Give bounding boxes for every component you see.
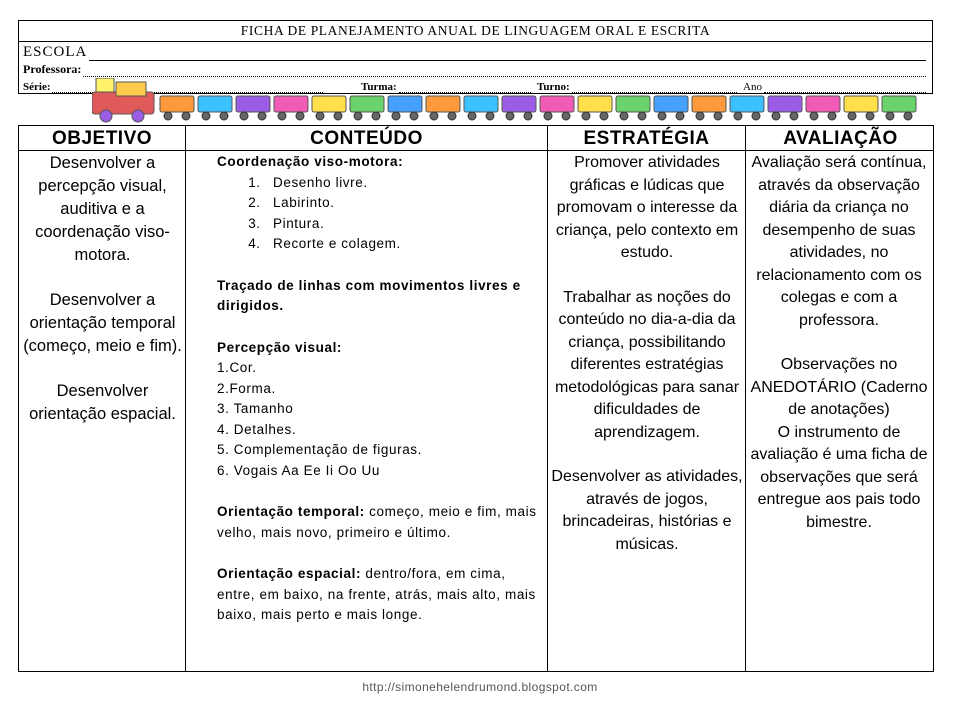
objetivo-item: Desenvolver a percepção visual, auditiva e a coordenação viso-motora. xyxy=(35,154,170,264)
train-cars xyxy=(160,96,916,120)
train-car-icon xyxy=(692,96,726,120)
train-car-icon xyxy=(768,96,802,120)
header-conteudo: CONTEÚDO xyxy=(310,128,423,149)
serie-label: Série: xyxy=(23,81,51,93)
train-engine-icon xyxy=(92,78,154,122)
list-item: 3. Tamanho xyxy=(217,401,294,416)
estrategia-cell xyxy=(549,152,745,578)
coordenacao-list xyxy=(217,173,537,255)
estrategia-item: Trabalhar as noções do conteúdo no dia-a-dia da criança, possibilitando diferentes estratégias metodológicas para sanar dificuldades de aprendizagem. xyxy=(554,288,740,441)
train-car-icon xyxy=(160,96,194,120)
estrategia-item: Promover atividades gráficas e lúdicas que promovam o interesse da criança, pelo contexto em estudo. xyxy=(555,154,739,261)
header-avaliacao: AVALIAÇÃO xyxy=(783,128,898,149)
espacial-heading: Orientação espacial: xyxy=(217,566,362,581)
train-car-icon xyxy=(844,96,878,120)
header-objetivo: OBJETIVO xyxy=(51,128,153,149)
list-item: 2.Forma. xyxy=(217,380,276,396)
percepcao-heading: Percepção visual: xyxy=(217,339,343,355)
train-car-icon xyxy=(464,96,498,120)
escola-line xyxy=(23,43,926,61)
train-car-icon xyxy=(806,96,840,120)
train-car-icon xyxy=(198,96,232,120)
train-car-icon xyxy=(654,96,688,120)
train-car-icon xyxy=(388,96,422,120)
temporal-heading: Orientação temporal: xyxy=(217,504,365,519)
professora-field[interactable] xyxy=(83,66,926,77)
train-car-icon xyxy=(578,96,612,120)
list-item: 1. Desenho livre. xyxy=(265,173,537,194)
list-item: 3. Pintura. xyxy=(265,214,537,235)
list-item: 2. Labirinto. xyxy=(265,193,537,214)
train-decoration xyxy=(92,78,932,124)
ano-label: Ano xyxy=(743,81,762,93)
list-item: 4. Recorte e colagem. xyxy=(265,234,537,255)
objetivo-cell xyxy=(19,152,186,448)
train-car-icon xyxy=(616,96,650,120)
train-car-icon xyxy=(350,96,384,120)
coordenacao-heading: Coordenação viso-motora: xyxy=(217,154,404,169)
avaliacao-cell xyxy=(745,152,933,534)
avaliacao-item: O instrumento de avaliação é uma ficha de observações que será entregue aos pais todo bimestre. xyxy=(750,423,928,531)
train-car-icon xyxy=(882,96,916,120)
page-title: FICHA DE PLANEJAMENTO ANUAL DE LINGUAGEM ORAL E ESCRITA xyxy=(19,21,932,42)
objetivo-item: Desenvolver orientação espacial. xyxy=(29,382,176,423)
train-car-icon xyxy=(730,96,764,120)
objetivo-item: Desenvolver a orientação temporal (começo, meio e fim). xyxy=(23,291,182,355)
turno-label: Turno: xyxy=(537,81,570,93)
tracado-heading: Traçado de linhas com movimentos livres e dirigidos. xyxy=(217,277,521,313)
train-car-icon xyxy=(426,96,460,120)
train-car-icon xyxy=(312,96,346,120)
conteudo-cell xyxy=(217,152,537,626)
escola-label: ESCOLA xyxy=(23,44,88,60)
planning-table xyxy=(18,125,934,672)
escola-field[interactable] xyxy=(89,48,926,61)
avaliacao-item: Observações no ANEDOTÁRIO (Caderno de anotações) xyxy=(750,356,928,418)
list-item: 1.Cor. xyxy=(217,360,257,375)
espacial-paragraph xyxy=(217,564,537,626)
list-item: 6. Vogais Aa Ee Ii Oo Uu xyxy=(217,462,380,478)
train-car-icon xyxy=(540,96,574,120)
avaliacao-item: Avaliação será contínua, através da observação diária da criança no desempenho de suas atividades, no relacionamento com os colegas e com a professora. xyxy=(751,154,927,329)
train-car-icon xyxy=(274,96,308,120)
espacial-text: dentro/fora, em cima, entre, em baixo, na frente, atrás, mais alto, mais baixo, mais perto e mais longe. xyxy=(217,566,536,622)
professora-label: Professora: xyxy=(23,62,82,76)
header-estrategia: ESTRATÉGIA xyxy=(583,128,710,149)
list-item: 5. Complementação de figuras. xyxy=(217,442,423,457)
turma-label: Turma: xyxy=(361,81,397,93)
train-car-icon xyxy=(236,96,270,120)
temporal-paragraph xyxy=(217,502,537,543)
professora-line xyxy=(23,61,926,77)
temporal-text: começo, meio e fim, mais velho, mais novo, primeiro e último. xyxy=(217,504,537,540)
train-car-icon xyxy=(502,96,536,120)
list-item: 4. Detalhes. xyxy=(217,421,297,437)
footer-url: http://simonehelendrumond.blogspot.com xyxy=(362,680,598,694)
estrategia-item: Desenvolver as atividades, através de jogos, brincadeiras, histórias e músicas. xyxy=(551,468,743,553)
